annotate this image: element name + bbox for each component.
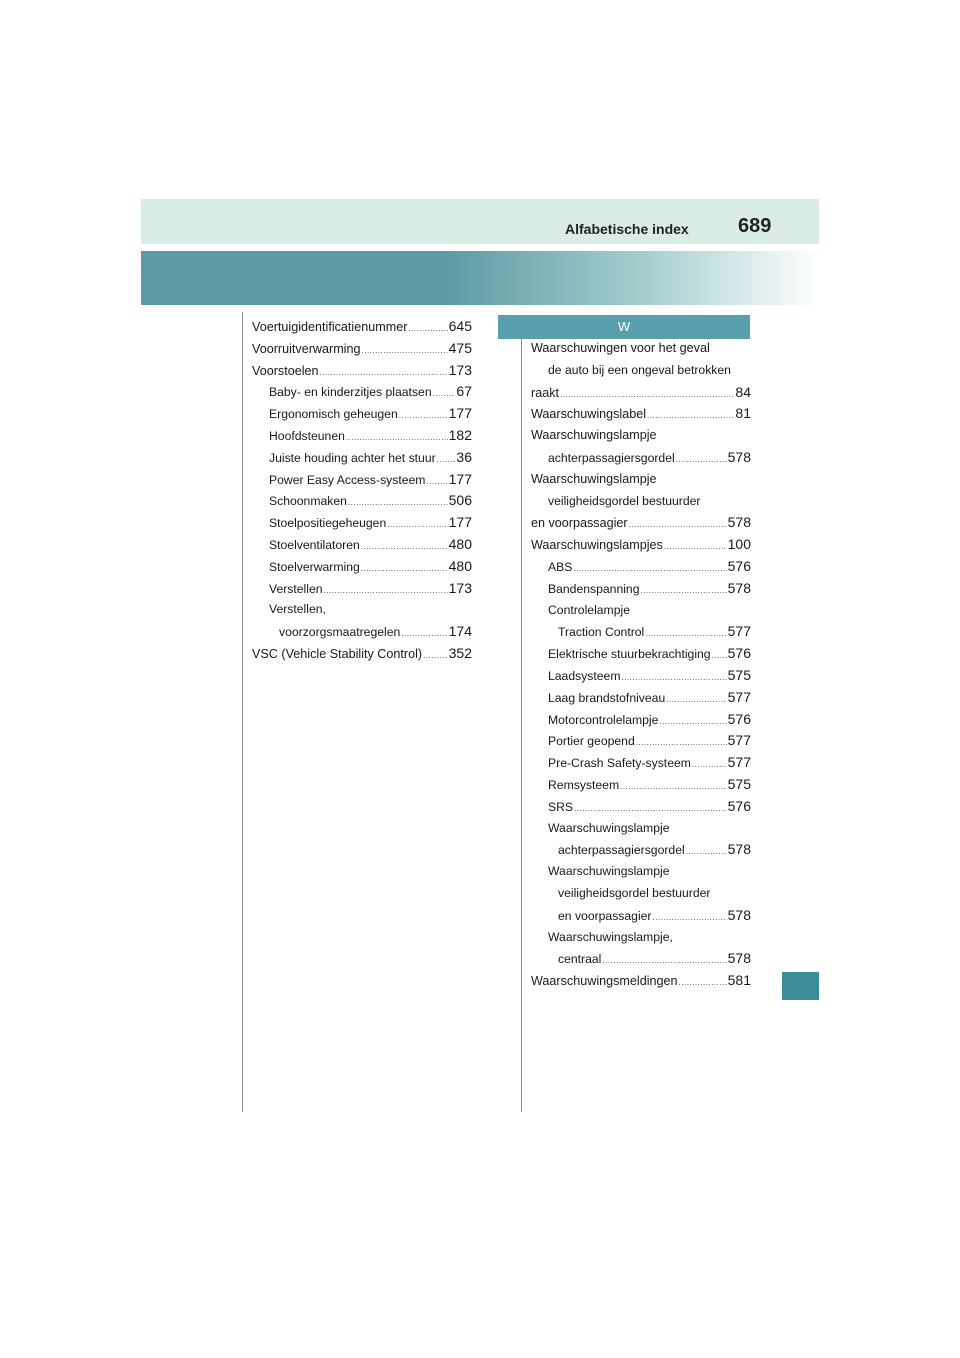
dot-leader xyxy=(666,689,726,711)
index-entry xyxy=(252,599,472,621)
index-term: Waarschuwingslampje xyxy=(531,428,657,443)
index-entry xyxy=(252,316,472,338)
index-page-number: 578 xyxy=(727,448,751,465)
index-term: Baby- en kinderzitjes plaatsen xyxy=(269,385,432,400)
dot-leader xyxy=(361,536,448,558)
index-page-number: 177 xyxy=(448,514,472,531)
index-term: Waarschuwingslabel xyxy=(531,407,647,422)
index-term: Motorcontrolelampje xyxy=(548,712,659,727)
index-entry xyxy=(531,578,751,600)
index-term: Voertuigidentificatienummer xyxy=(252,320,408,334)
index-term: de auto bij een ongeval betrokken xyxy=(548,362,731,377)
index-term: SRS xyxy=(548,799,574,814)
index-entry xyxy=(252,403,472,425)
index-term: centraal xyxy=(558,952,602,967)
dot-leader xyxy=(653,907,727,929)
index-entry xyxy=(531,512,751,534)
index-term: Waarschuwingslampjes xyxy=(531,538,663,553)
index-page-number: 577 xyxy=(727,688,751,705)
index-page-number: 36 xyxy=(456,448,472,465)
dot-leader xyxy=(664,536,727,558)
index-entry xyxy=(252,447,472,469)
index-entry xyxy=(252,643,472,665)
index-entry xyxy=(531,796,751,818)
dot-leader xyxy=(641,580,727,602)
index-entry xyxy=(531,927,751,949)
dot-leader xyxy=(401,623,447,645)
index-entry xyxy=(531,883,751,905)
index-page-number: 577 xyxy=(727,732,751,749)
index-entry xyxy=(531,425,751,447)
index-page-number: 174 xyxy=(448,623,472,640)
index-term: Waarschuwingsmeldingen xyxy=(531,974,678,989)
letter-header-w: W xyxy=(498,315,750,339)
index-term: Juiste houding achter het stuur xyxy=(269,450,436,465)
dot-leader xyxy=(346,427,448,449)
section-tab-marker xyxy=(782,972,819,1000)
page-title: Alfabetische index xyxy=(565,221,689,237)
index-term: Waarschuwingslampje xyxy=(531,471,657,486)
index-term: veiligheidsgordel bestuurder xyxy=(548,493,701,508)
index-entry xyxy=(531,709,751,731)
index-entry xyxy=(531,403,751,425)
index-term: raakt xyxy=(531,385,559,400)
index-page-number: 576 xyxy=(727,557,751,574)
index-entry xyxy=(531,360,751,382)
index-term: Stoelpositiegeheugen xyxy=(269,516,387,531)
dot-leader xyxy=(645,623,726,645)
index-term: Waarschuwingslampje xyxy=(548,864,670,879)
index-page-number: 480 xyxy=(448,557,472,574)
dot-leader xyxy=(361,558,448,580)
dot-leader xyxy=(426,471,447,493)
index-entry xyxy=(252,578,472,600)
index-term: Schoonmaken xyxy=(269,494,347,509)
index-term: en voorpassagier xyxy=(531,516,628,531)
dot-leader xyxy=(647,405,734,427)
index-term: Stoelventilatoren xyxy=(269,537,360,552)
index-term: Pre-Crash Safety-systeem xyxy=(548,756,691,771)
index-page-number: 578 xyxy=(727,579,751,596)
index-column-right xyxy=(531,338,751,992)
index-entry xyxy=(531,621,751,643)
index-page-number: 575 xyxy=(727,666,751,683)
index-term: Hoofdsteunen xyxy=(269,428,345,443)
index-column-left xyxy=(252,316,472,665)
index-term: achterpassagiersgordel xyxy=(558,843,685,858)
index-entry xyxy=(531,774,751,796)
index-entry xyxy=(531,948,751,970)
index-entry xyxy=(531,382,751,404)
index-page-number: 480 xyxy=(448,535,472,552)
index-entry xyxy=(531,600,751,622)
page-number: 689 xyxy=(738,215,772,237)
index-page-number: 581 xyxy=(727,972,751,989)
index-term: Elektrische stuurbekrachtiging xyxy=(548,647,711,662)
index-entry xyxy=(252,556,472,578)
index-page-number: 645 xyxy=(448,318,472,334)
index-term: VSC (Vehicle Stability Control) xyxy=(252,646,423,661)
index-page-number: 177 xyxy=(448,470,472,487)
index-term: veiligheidsgordel bestuurder xyxy=(558,885,711,900)
index-page-number: 576 xyxy=(727,710,751,727)
index-page-number: 173 xyxy=(448,361,472,378)
index-term: ABS xyxy=(548,559,573,574)
index-page-number: 81 xyxy=(735,405,751,422)
dot-leader xyxy=(679,972,727,994)
index-term: Waarschuwingen voor het geval xyxy=(531,341,710,355)
index-page-number: 578 xyxy=(727,950,751,967)
header-band xyxy=(141,199,819,244)
index-term: Remsysteem xyxy=(548,777,620,792)
index-term: Verstellen, xyxy=(269,602,326,617)
index-page-number: 182 xyxy=(448,426,472,443)
index-entry xyxy=(531,687,751,709)
index-term: Traction Control xyxy=(558,625,645,640)
dot-leader xyxy=(636,732,727,754)
index-entry xyxy=(252,360,472,382)
dot-leader xyxy=(574,798,727,820)
index-page-number: 576 xyxy=(727,645,751,662)
dot-leader xyxy=(602,950,726,972)
dot-leader xyxy=(399,405,448,427)
index-term: en voorpassagier xyxy=(558,908,652,923)
dot-leader xyxy=(320,362,448,384)
dot-leader xyxy=(437,449,456,471)
dot-leader xyxy=(629,514,727,536)
index-entry xyxy=(531,491,751,513)
index-page-number: 67 xyxy=(456,383,472,400)
index-entry xyxy=(531,752,751,774)
index-entry xyxy=(252,534,472,556)
dot-leader xyxy=(362,340,448,362)
index-entry xyxy=(252,338,472,360)
index-page-number: 506 xyxy=(448,492,472,509)
index-page-number: 577 xyxy=(727,623,751,640)
index-entry xyxy=(531,556,751,578)
index-term: achterpassagiersgordel xyxy=(548,450,675,465)
index-term: Power Easy Access-systeem xyxy=(269,472,426,487)
index-entry xyxy=(531,818,751,840)
index-entry xyxy=(531,861,751,883)
index-term: Controlelampje xyxy=(548,602,630,617)
index-entry xyxy=(531,338,751,360)
dot-leader xyxy=(676,449,727,471)
index-page-number: 84 xyxy=(735,383,751,400)
index-entry xyxy=(252,469,472,491)
dot-leader xyxy=(659,711,726,733)
header-gradient-bar xyxy=(141,251,819,305)
index-page-number: 100 xyxy=(727,536,751,553)
index-term: Portier geopend xyxy=(548,734,635,749)
dot-leader xyxy=(622,667,727,689)
index-page-number: 173 xyxy=(448,579,472,596)
index-term: Stoelverwarming xyxy=(269,559,360,574)
index-entry xyxy=(252,621,472,643)
index-entry xyxy=(531,534,751,556)
dot-leader xyxy=(573,558,726,580)
index-term: Voorruitverwarming xyxy=(252,341,361,356)
index-term: Laadsysteem xyxy=(548,668,621,683)
dot-leader xyxy=(423,645,448,667)
index-page-number: 352 xyxy=(448,644,472,661)
index-term: Waarschuwingslampje xyxy=(548,820,670,835)
index-entry xyxy=(531,970,751,992)
dot-leader xyxy=(408,318,447,340)
left-column-divider xyxy=(242,312,243,1112)
index-term: voorzorgsmaatregelen xyxy=(279,625,401,640)
dot-leader xyxy=(692,754,727,776)
dot-leader xyxy=(560,384,734,406)
index-entry xyxy=(252,490,472,512)
index-term: Ergonomisch geheugen xyxy=(269,407,398,422)
dot-leader xyxy=(324,580,448,602)
index-entry xyxy=(531,665,751,687)
index-page-number: 578 xyxy=(727,906,751,923)
index-entry xyxy=(531,469,751,491)
dot-leader xyxy=(620,776,727,798)
index-page-number: 576 xyxy=(727,797,751,814)
index-entry xyxy=(531,447,751,469)
index-page-number: 578 xyxy=(727,514,751,531)
dot-leader xyxy=(686,841,727,863)
index-term: Verstellen xyxy=(269,581,323,596)
index-page-number: 577 xyxy=(727,754,751,771)
index-page-number: 177 xyxy=(448,405,472,422)
index-page-number: 575 xyxy=(727,775,751,792)
dot-leader xyxy=(348,492,448,514)
dot-leader xyxy=(712,645,727,667)
dot-leader xyxy=(433,383,456,405)
index-entry xyxy=(531,839,751,861)
index-page-number: 475 xyxy=(448,339,472,356)
index-entry xyxy=(531,905,751,927)
index-entry xyxy=(252,512,472,534)
middle-column-divider xyxy=(521,339,522,1112)
dot-leader xyxy=(387,514,447,536)
index-term: Waarschuwingslampje, xyxy=(548,929,673,944)
index-term: Bandenspanning xyxy=(548,581,640,596)
index-entry xyxy=(252,381,472,403)
index-entry xyxy=(252,425,472,447)
index-term: Laag brandstofniveau xyxy=(548,690,666,705)
index-page-number: 578 xyxy=(727,841,751,858)
index-entry xyxy=(531,730,751,752)
index-term: Voorstoelen xyxy=(252,363,319,378)
index-entry xyxy=(531,643,751,665)
